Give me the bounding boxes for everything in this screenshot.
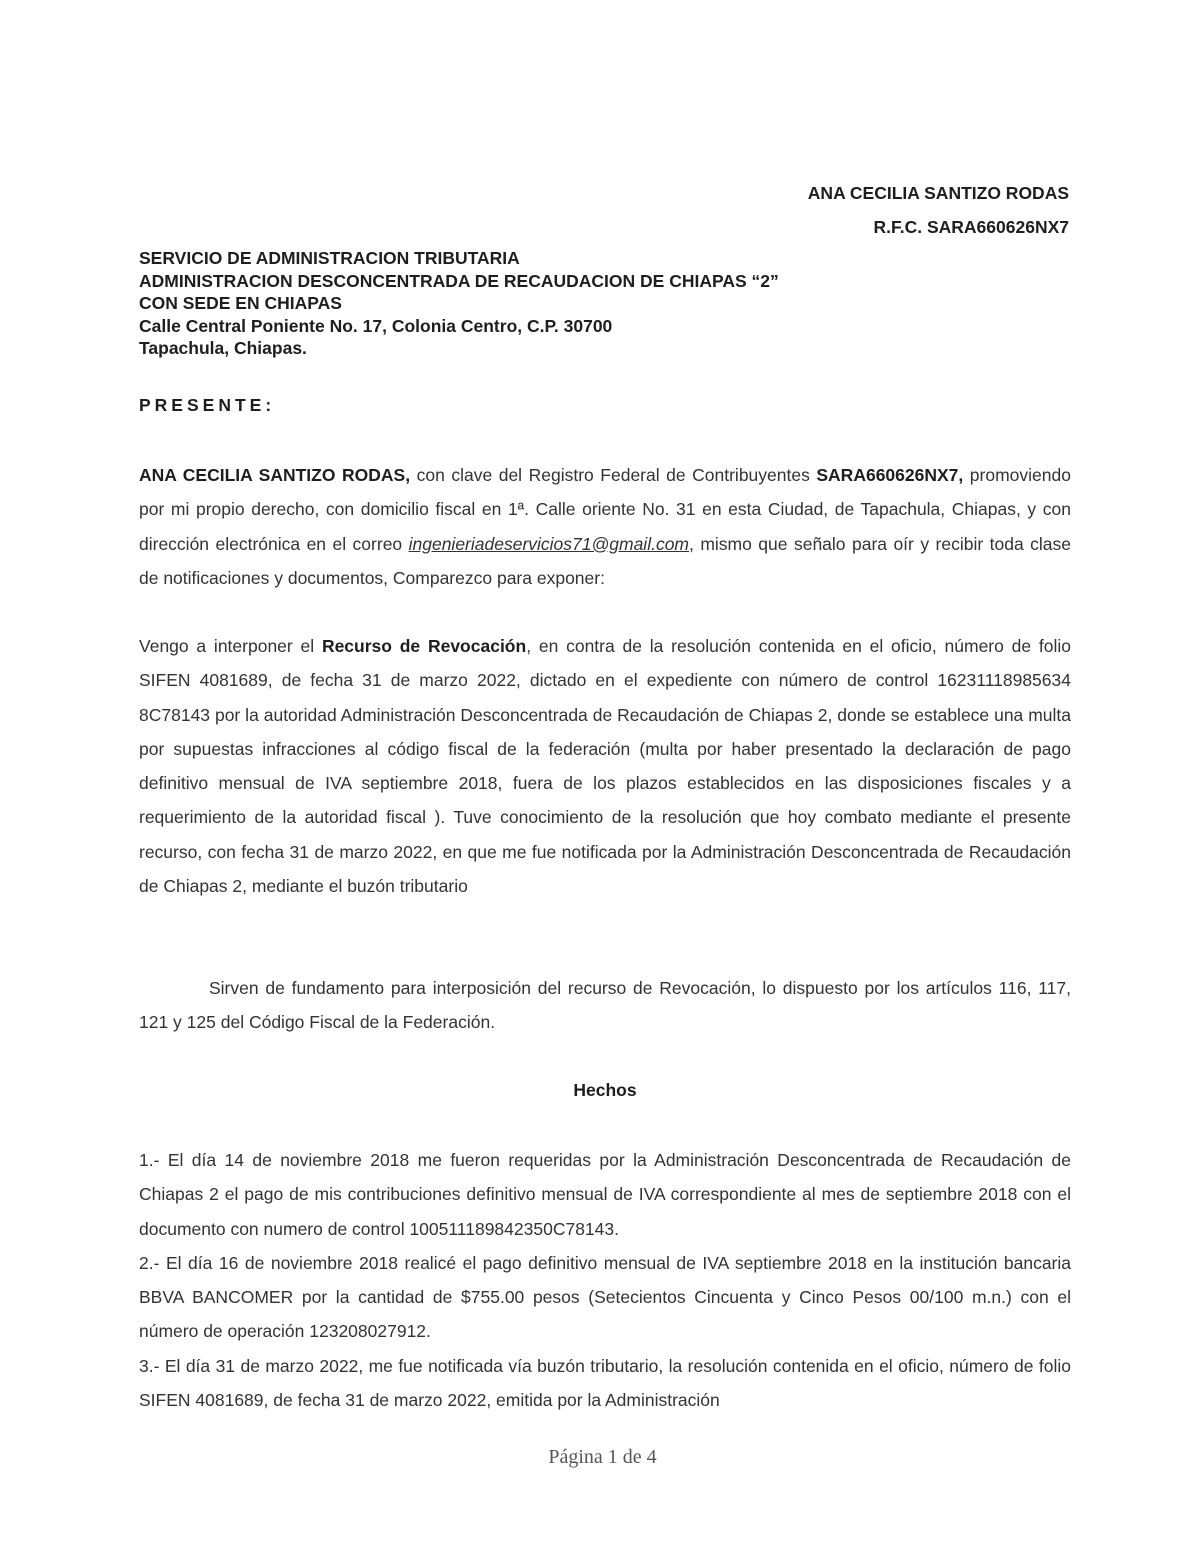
page-number: Página 1 de 4 xyxy=(548,1446,657,1468)
facts-list xyxy=(139,1143,1071,1417)
sender-block xyxy=(808,176,1069,244)
recipient-line-4: Calle Central Poniente No. 17, Colonia Centro, C.P. 30700 xyxy=(139,315,613,336)
claim-text-2: , en contra de la resolución contenida en el oficio, número de folio SIFEN 4081689, de fecha 31 de marzo 2022, dictado en el expediente con número de control 16231118985634​8C78143 por la autoridad Administración Desconcentrada de Recaudación de Chiapas 2, donde se establece una multa por supuestas infracciones al código fiscal de la federación (multa por haber presentado la declaración de pago definitivo mensual de IVA septiembre 2018, fuera de los plazos establecidos en las disposiciones fiscales y a requerimiento de la autoridad fiscal ). Tuve conocimiento de la resolución que hoy combato mediante el presente recurso, con fecha 31 de marzo 2022, en que me fue notificada por la Administración Desconcentrada de Recaudación de Chiapas 2, mediante el buzón tributario xyxy=(139,636,1072,897)
intro-text-1: con clave del Registro Federal de Contribuyentes xyxy=(410,465,817,485)
claim-paragraph xyxy=(139,629,1071,903)
email-link[interactable]: ingenieriadeservicios71@gmail.com xyxy=(408,533,690,554)
facts-heading: Hechos xyxy=(573,1080,637,1100)
claim-bold: Recurso de Revocación xyxy=(321,636,527,656)
intro-text-3: , mismo que señalo para oír y recibir toda clase de notificaciones y documentos, Comparezco para exponer: xyxy=(139,533,1071,588)
fact-item: 1.- El día 14 de noviembre 2018 me fueron requeridas por la Administración Desconcentrada de Recaudación de Chiapas 2 el pago de mis contribuciones definitivo mensual de IVA correspondiente al mes de septiembre 2018 con el documento con numero de control 100511189842350C78143. xyxy=(139,1150,1071,1239)
intro-text-2: promoviendo por mi propio derecho, con domicilio fiscal en 1ª. Calle oriente No. 31 en esta Ciudad, de Tapachula, Chiapas, y con dirección electrónica en el correo xyxy=(139,465,1071,554)
intro-name: ANA CECILIA SANTIZO RODAS, xyxy=(139,465,411,485)
salutation: PRESENTE: xyxy=(139,395,276,415)
recipient-line-1: SERVICIO DE ADMINISTRACION TRIBUTARIA xyxy=(139,248,520,268)
intro-paragraph xyxy=(139,458,1071,595)
fact-item: 2.- El día 16 de noviembre 2018 realicé el pago definitivo mensual de IVA septiembre 2018 en la institución bancaria BBVA BANCOMER por la cantidad de $755.00 pesos (Setecientos Cincuenta y Cinco Pesos 00/100 m.n.) con el número de operación 123208027912. xyxy=(139,1252,1071,1342)
recipient-block xyxy=(139,247,779,360)
intro-rfc: SARA660626NX7, xyxy=(816,465,964,485)
fact-item: 3.- El día 31 de marzo 2022, me fue notificada vía buzón tributario, la resolución contenida en el oficio, número de folio SIFEN 4081689, de fecha 31 de marzo 2022, emitida por la Administración xyxy=(139,1355,1071,1411)
basis-paragraph: Sirven de fundamento para interposición del recurso de Revocación, lo dispuesto por los artículos 116, 117, 121 y 125 del Código Fiscal de la Federación. xyxy=(139,978,1071,1033)
recipient-line-2: ADMINISTRACION DESCONCENTRADA DE RECAUDACION DE CHIAPAS “2” xyxy=(139,270,779,291)
sender-name: ANA CECILIA SANTIZO RODAS xyxy=(807,183,1069,203)
recipient-line-5: Tapachula, Chiapas. xyxy=(139,338,307,358)
recipient-line-3: CON SEDE EN CHIAPAS xyxy=(139,293,342,313)
sender-rfc: R.F.C. SARA660626NX7 xyxy=(873,217,1069,237)
claim-text-1: Vengo a interponer el xyxy=(139,636,322,656)
